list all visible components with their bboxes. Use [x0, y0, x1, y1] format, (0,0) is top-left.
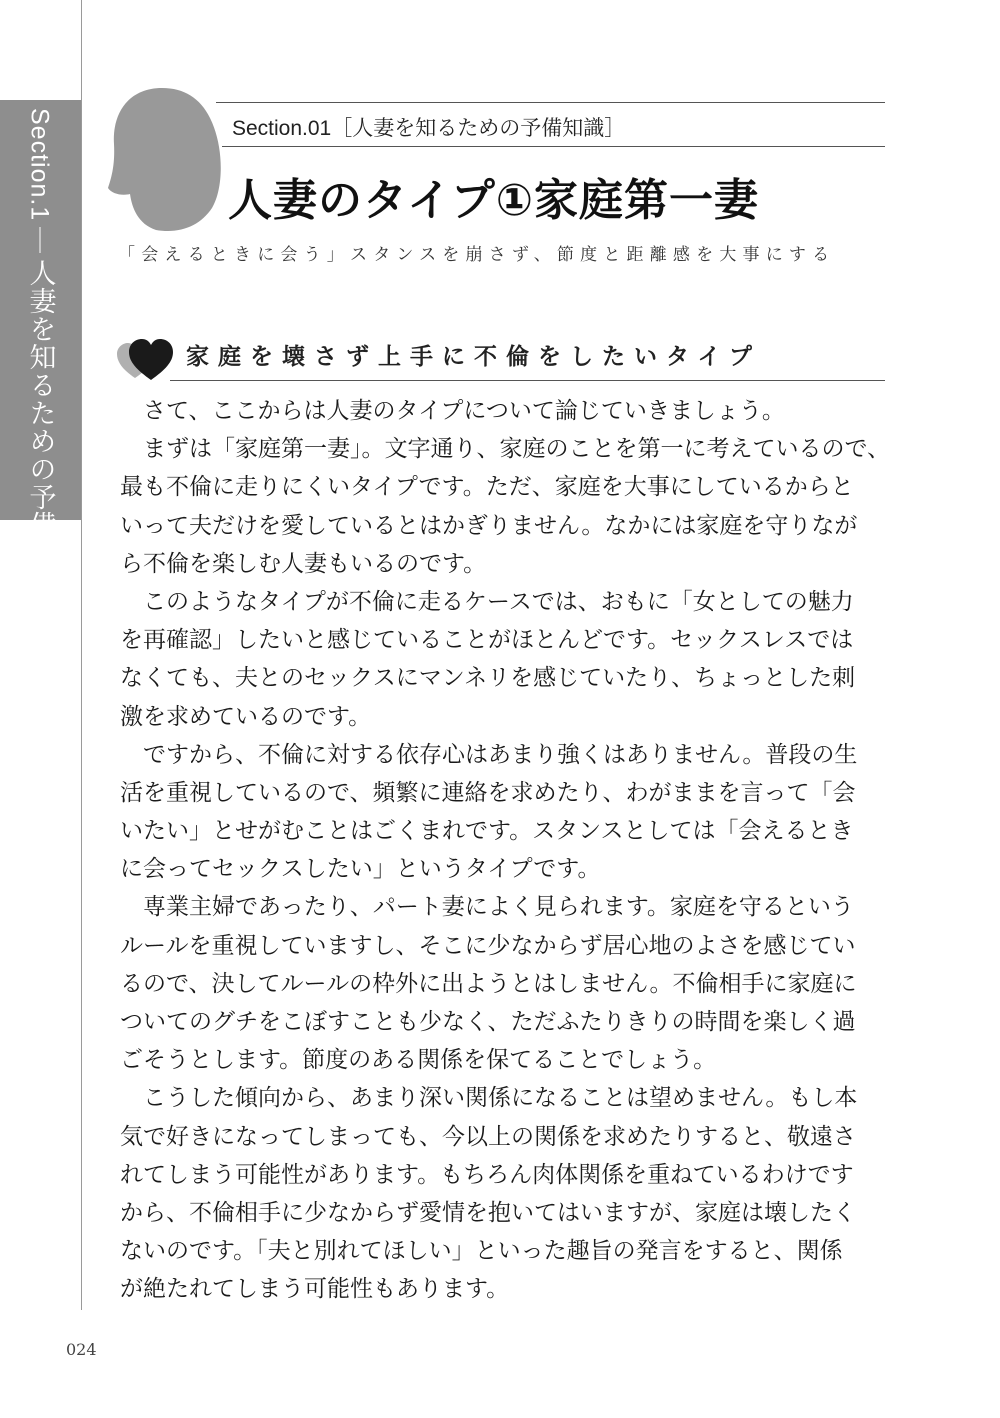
body-line: 活を重視しているので、頻繁に連絡を求めたり、わがままを言って「会	[120, 779, 856, 806]
section-heading: 家庭を壊さず上手に不倫をしたいタイプ	[186, 344, 761, 370]
body-line: こうした傾向から、あまり深い関係になることは望めません。もし本	[120, 1085, 858, 1112]
body-line: いって夫だけを愛しているとはかぎりません。なかには家庭を守りなが	[120, 512, 858, 539]
page-title: 人妻のタイプ①家庭第一妻	[228, 175, 760, 226]
side-tab-label	[21, 108, 60, 595]
body-line: 専業主婦であったり、パート妻によく見られます。家庭を守るという	[120, 894, 854, 921]
body-line: ルールを重視していますし、そこに少なからず居心地のよさを感じてい	[120, 932, 856, 959]
two-hearts-icon	[115, 338, 175, 382]
body-line: さて、ここからは人妻のタイプについて論じていきましょう。	[120, 398, 785, 424]
body-line: を再確認」したいと感じていることがほとんどです。セックスレスでは	[120, 627, 854, 654]
body-line: ですから、不倫に対する依存心はあまり強くはありません。普段の生	[120, 741, 858, 768]
body-line: ついてのグチをこぼすことも少なく、ただふたりきりの時間を楽しく過	[120, 1009, 856, 1035]
body-line: このようなタイプが不倫に走るケースでは、おもに「女としての魅力	[120, 588, 854, 615]
body-line: 激を求めているのです。	[120, 703, 372, 730]
body-line: るので、決してルールの枠外に出ようとはしません。不倫相手に家庭に	[120, 970, 857, 997]
section-label: Section.01［人妻を知るための予備知識］	[232, 117, 626, 140]
page-subtitle: 「会えるときに会う」スタンスを崩さず、節度と距離感を大事にする	[118, 245, 836, 265]
margin-rule	[81, 0, 82, 1310]
side-tab-section: Section.1	[25, 108, 54, 222]
body-line: から、不倫相手に少なからず愛情を抱いてはいますが、家庭は壊したく	[120, 1199, 856, 1226]
side-tab-title: 人妻を知るための予備知識	[24, 259, 56, 596]
body-line: いたい」とせがむことはごくまれです。スタンスとしては「会えるとき	[120, 818, 854, 845]
body-line: ごそうとします。節度のある関係を保てることでしょう。	[120, 1047, 717, 1074]
body-line: れてしまう可能性があります。もちろん肉体関係を重ねているわけです	[120, 1161, 854, 1188]
woman-silhouette-icon	[100, 84, 226, 234]
body-line: まずは「家庭第一妻」。文字通り、家庭のことを第一に考えているので、	[120, 436, 891, 463]
side-tab-divider	[39, 227, 40, 253]
body-line: ないのです。「夫と別れてほしい」といった趣旨の発言をすると、関係	[120, 1238, 843, 1265]
header-rule-middle	[222, 146, 885, 147]
page-number: 024	[66, 1340, 97, 1359]
body-line: に会ってセックスしたい」というタイプです。	[120, 856, 601, 883]
header-rule-top	[216, 102, 885, 103]
heading-underline	[170, 380, 885, 381]
body-line: なくても、夫とのセックスにマンネリを感じていたり、ちょっとした刺	[120, 665, 856, 692]
body-line: ら不倫を楽しむ人妻もいるのです。	[120, 550, 487, 577]
body-text	[120, 392, 890, 1309]
body-line: 最も不倫に走りにくいタイプです。ただ、家庭を大事にしているからと	[120, 474, 854, 501]
body-line: 気で好きになってしまっても、今以上の関係を求めたりすると、敬遠さ	[120, 1123, 856, 1150]
body-line: が絶たれてしまう可能性もあります。	[120, 1276, 510, 1303]
